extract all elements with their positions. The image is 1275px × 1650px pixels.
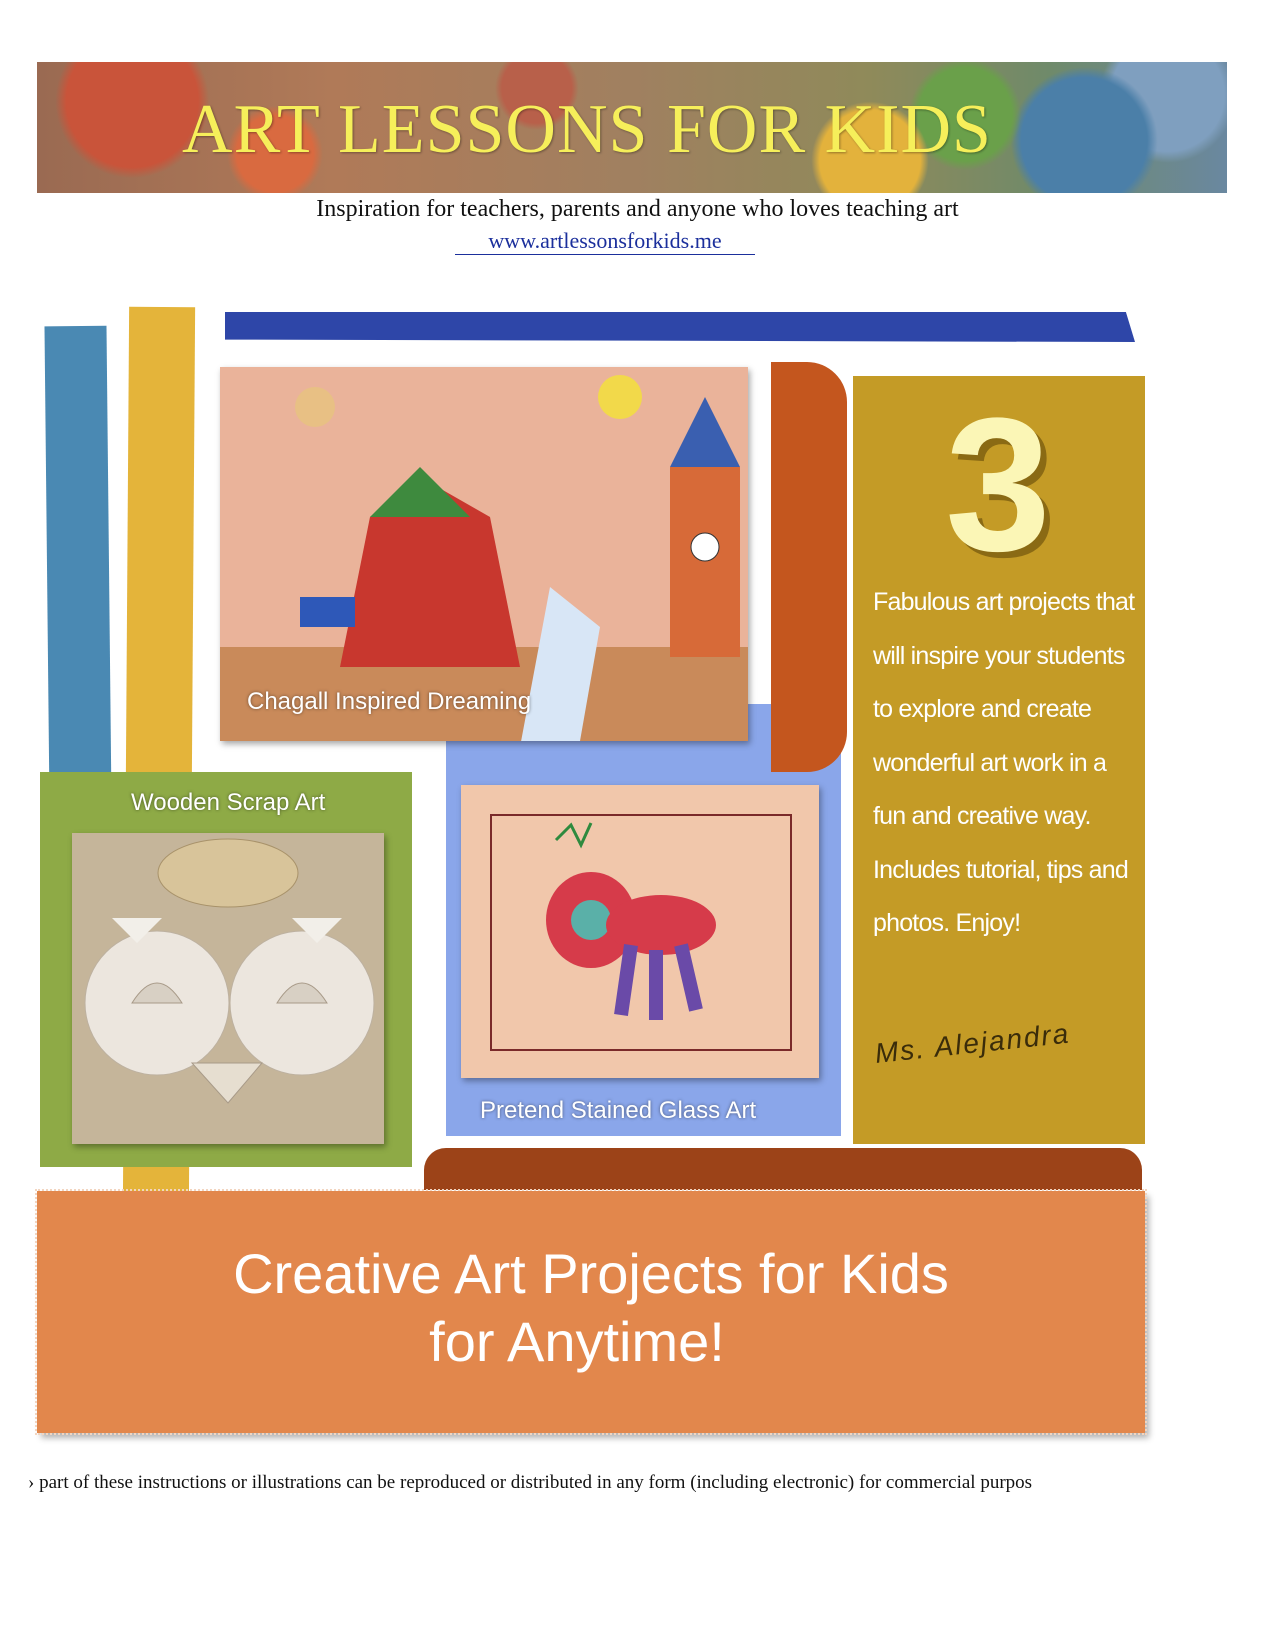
copyright-notice: › part of these instructions or illustrations can be reproduced or distributed in any form (including electronic) for commercial purpos (28, 1472, 1033, 1493)
cta-box (37, 1191, 1145, 1433)
stained-glass-art-photo (461, 785, 819, 1078)
decorative-orange-scallop (771, 362, 847, 772)
site-title: ART LESSONS FOR KIDS (182, 91, 992, 168)
cta-headline: Creative Art Projects for Kids (233, 1242, 949, 1305)
chagall-caption: Chagall Inspired Dreaming (247, 688, 532, 715)
website-link[interactable]: www.artlessonsforkids.me (455, 228, 755, 255)
decorative-blue-strip (44, 326, 111, 807)
wooden-scrap-caption: Wooden Scrap Art (131, 789, 326, 816)
info-panel (853, 376, 1145, 1144)
project-count: 3 (945, 379, 1051, 591)
decorative-brown-scallop (424, 1148, 1142, 1190)
cta-subheadline: for Anytime! (429, 1310, 725, 1373)
author-signature: Ms. Alejandra (873, 1017, 1072, 1069)
info-description: Fabulous art projects that will inspire your students to explore and create wonderful art work in a fun and creative way. Includes tutorial, tips and photos. Enjoy! (873, 588, 1135, 937)
stained-glass-caption: Pretend Stained Glass Art (480, 1097, 757, 1124)
decorative-navy-strip (225, 312, 1135, 342)
chagall-artwork-photo (220, 367, 748, 741)
header-banner (37, 62, 1227, 193)
wooden-scrap-art-photo (72, 833, 384, 1144)
tagline: Inspiration for teachers, parents and anyone who loves teaching art (316, 196, 959, 222)
